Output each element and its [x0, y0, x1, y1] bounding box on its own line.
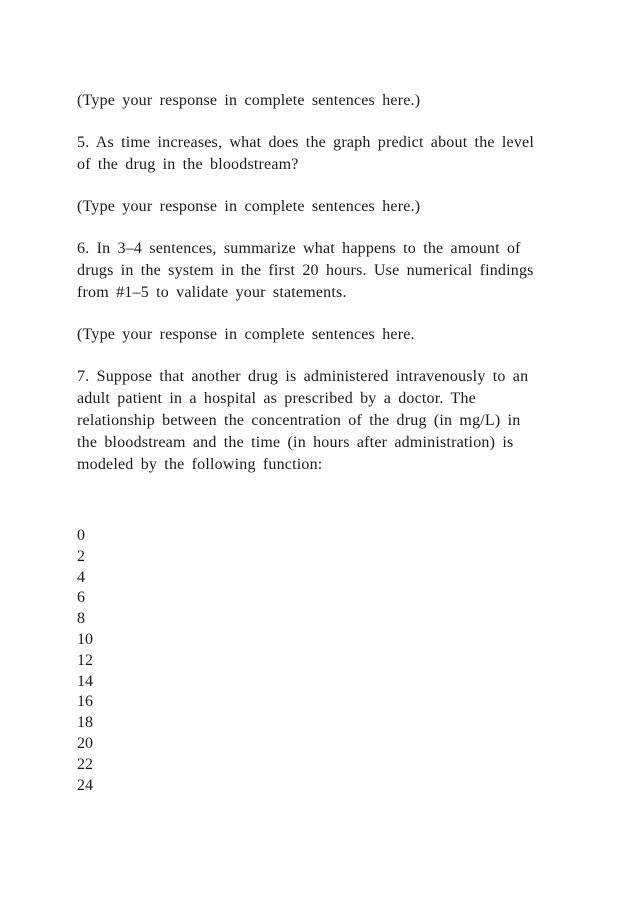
- document-page: [77, 90, 567, 496]
- text-line: (Type your response in complete sentences here.: [77, 326, 415, 343]
- response-prompt-1: [77, 90, 567, 112]
- number-item: 0: [77, 527, 85, 544]
- text-line: 7. Suppose that another drug is administered intravenously to an: [77, 368, 529, 385]
- text-line: (Type your response in complete sentences here.): [77, 92, 421, 109]
- text-line: modeled by the following function:: [77, 456, 323, 473]
- number-item: 14: [77, 672, 93, 690]
- number-item: 24: [77, 776, 93, 794]
- number-item: 2: [77, 547, 85, 565]
- text-line: drugs in the system in the first 20 hours. Use numerical findings: [77, 262, 534, 279]
- number-item: 12: [77, 651, 93, 669]
- number-item: 10: [77, 630, 93, 648]
- text-line: adult patient in a hospital as prescribed by a doctor. The: [77, 390, 476, 407]
- response-prompt-2: [77, 196, 567, 218]
- text-line: the bloodstream and the time (in hours after administration) is: [77, 434, 514, 451]
- text-line: relationship between the concentration of the drug (in mg/L) in: [77, 412, 521, 429]
- question-5: [77, 132, 567, 176]
- question-6: [77, 238, 567, 304]
- number-item: 8: [77, 610, 85, 628]
- number-item: 22: [77, 755, 93, 773]
- number-item: 20: [77, 734, 93, 752]
- text-line: 6. In 3–4 sentences, summarize what happens to the amount of: [77, 240, 521, 257]
- text-line: from #1–5 to validate your statements.: [77, 284, 347, 301]
- text-line: of the drug in the bloodstream?: [77, 156, 299, 173]
- number-item: 16: [77, 693, 93, 711]
- number-item: 18: [77, 714, 93, 732]
- number-item: 4: [77, 568, 85, 586]
- question-7: [77, 366, 567, 476]
- number-item: 6: [77, 589, 85, 607]
- text-line: (Type your response in complete sentences here.): [77, 198, 421, 215]
- text-line: 5. As time increases, what does the graph predict about the level: [77, 134, 534, 151]
- response-prompt-3: [77, 324, 567, 346]
- number-column: [77, 526, 93, 796]
